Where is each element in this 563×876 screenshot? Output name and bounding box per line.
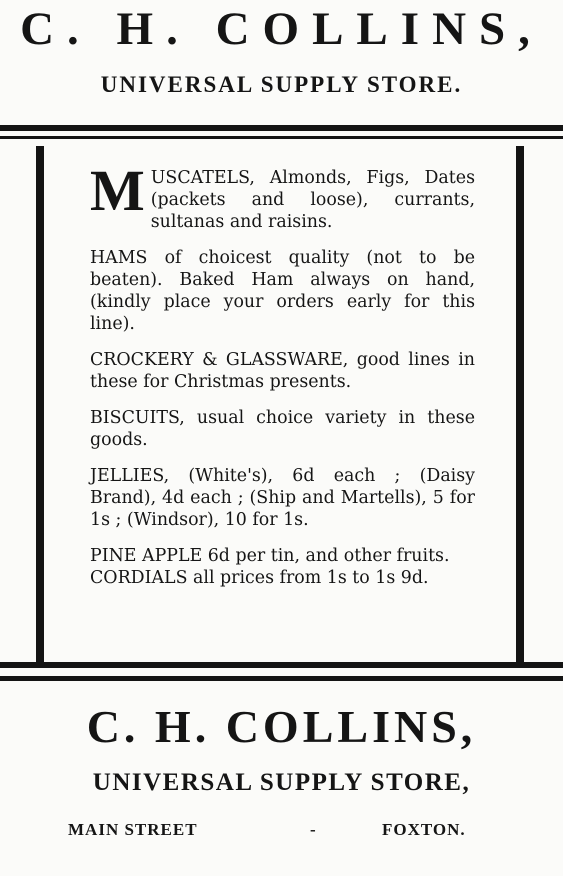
jellies-paragraph: JELLIES, (White's), 6d each ; (Daisy Brand), 4d each ; (Ship and Martells), 5 for 1s ; (Windsor), 10 for 1s. bbox=[90, 466, 475, 530]
top-rule-thick bbox=[0, 125, 563, 131]
crockery-paragraph: CROCKERY & GLASSWARE, good lines in these for Christmas presents. bbox=[90, 350, 475, 392]
store-owner-heading: C. H. COLLINS, bbox=[20, 3, 543, 55]
street-address: MAIN STREET bbox=[68, 820, 198, 839]
drop-cap-letter: M bbox=[90, 158, 145, 223]
top-rule-thin bbox=[0, 136, 563, 139]
bottom-rule-second bbox=[0, 676, 563, 681]
bottom-rule-thick bbox=[0, 662, 563, 668]
footer-owner-heading: C. H. COLLINS, bbox=[86, 701, 477, 752]
ad-border-left bbox=[36, 146, 44, 662]
pineapple-paragraph: PINE APPLE 6d per tin, and other fruits. bbox=[90, 546, 450, 566]
muscatels-paragraph bbox=[90, 158, 475, 233]
advertisement-body bbox=[90, 158, 475, 589]
town-name: FOXTON. bbox=[382, 820, 466, 839]
cordials-paragraph: CORDIALS all prices from 1s to 1s 9d. bbox=[90, 568, 429, 588]
ad-border-right bbox=[516, 146, 524, 662]
muscatels-text: USCATELS, Almonds, Figs, Dates (packets and loose), currants, sultanas and raisins. bbox=[150, 168, 475, 232]
hams-paragraph: HAMS of choicest quality (not to be beaten). Baked Ham always on hand, (kindly place your orders early for this line). bbox=[90, 248, 475, 334]
footer-store-name: UNIVERSAL SUPPLY STORE, bbox=[92, 769, 471, 796]
store-name-heading: UNIVERSAL SUPPLY STORE. bbox=[100, 72, 463, 97]
address-separator: - bbox=[310, 820, 317, 839]
biscuits-paragraph: BISCUITS, usual choice variety in these goods. bbox=[90, 408, 475, 450]
